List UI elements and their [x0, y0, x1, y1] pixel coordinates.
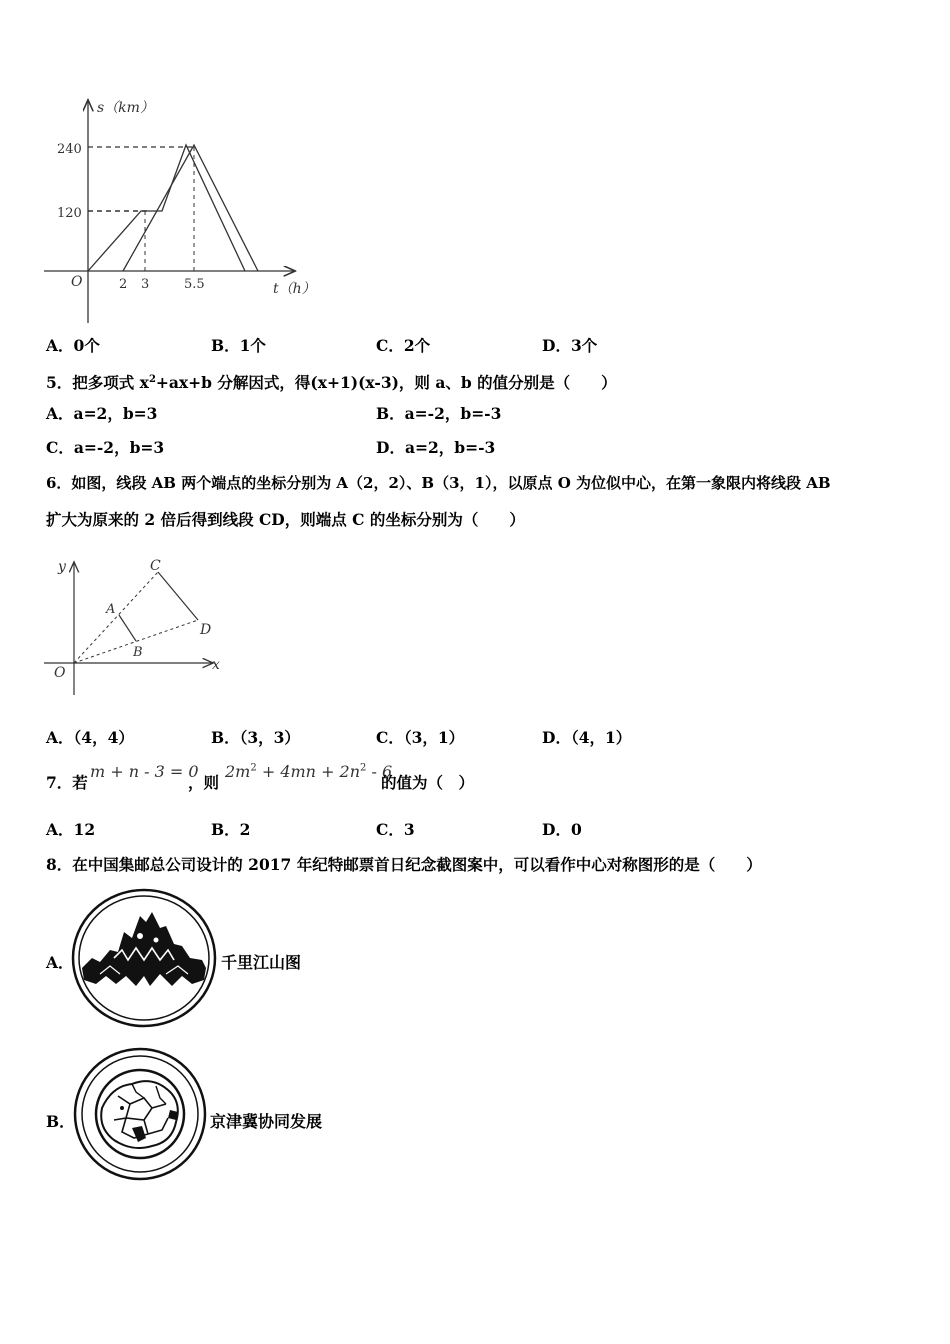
q6-stem-line2: 扩大为原来的 2 倍后得到线段 CD，则端点 C 的坐标分别为（ ）	[46, 510, 525, 529]
q7-suffix: 的值为（ ）	[381, 773, 475, 792]
q7-option-a[interactable]: A．12	[46, 820, 96, 839]
q7-condition: m + n - 3 = 0	[90, 762, 199, 781]
svg-text:y: y	[58, 559, 66, 575]
y-tick-120: 120	[57, 206, 82, 221]
q5-option-b[interactable]: B．a=-2，b=-3	[376, 404, 502, 423]
segment-cd	[158, 572, 198, 620]
x-axis-label: t（h）	[273, 281, 316, 297]
q7-option-c[interactable]: C．3	[376, 820, 415, 839]
q4-option-c[interactable]: C．2个	[376, 336, 431, 355]
x-tick-2: 2	[119, 277, 128, 292]
y-axis-label: s（km）	[97, 100, 154, 116]
q7-expression: $2m^2 + 4mn + 2n^2 - 6$	[225, 762, 393, 781]
q7-option-d[interactable]: D．0	[542, 820, 582, 839]
svg-text:C: C	[150, 558, 161, 574]
svg-text:B: B	[133, 645, 143, 660]
svg-text:O: O	[54, 665, 66, 681]
x-tick-5.5: 5.5	[184, 277, 205, 292]
svg-text:D: D	[200, 622, 212, 638]
q5-stem: 5．把多项式 $x^2+ax+b$ 分解因式，得(x+1)(x-3)，则 a、b 的值分别是（ ）	[46, 373, 617, 393]
q8-option-b-caption: 京津冀协同发展	[210, 1112, 323, 1131]
q6-option-b[interactable]: B．（3，3）	[211, 728, 300, 747]
q7-option-b[interactable]: B．2	[211, 820, 251, 839]
q5-option-a[interactable]: A．a=2，b=3	[46, 404, 158, 423]
graph-line-2	[123, 145, 258, 271]
graph-line-1	[88, 145, 245, 271]
q5-option-d[interactable]: D．a=2，b=-3	[376, 438, 496, 457]
q5-option-c[interactable]: C．a=-2，b=3	[46, 438, 165, 457]
q4-option-a[interactable]: A．0个	[46, 336, 100, 355]
distance-time-chart	[40, 95, 330, 330]
stamp-map-icon[interactable]	[72, 1046, 208, 1182]
q4-option-d[interactable]: D．3个	[542, 336, 598, 355]
svg-text:A: A	[106, 602, 116, 617]
q4-option-b[interactable]: B．1个	[211, 336, 266, 355]
q6-option-d[interactable]: D．（4，1）	[542, 728, 632, 747]
similarity-figure	[40, 555, 230, 700]
q8-option-a-caption: 千里江山图	[221, 953, 302, 972]
q8-option-b-letter[interactable]: B．	[46, 1112, 75, 1131]
stamp-mountain-icon[interactable]	[70, 888, 218, 1028]
origin-label: O	[71, 274, 83, 290]
svg-text:x: x	[212, 657, 220, 673]
q6-stem-line1: 6．如图，线段 AB 两个端点的坐标分别为 A（2，2）、B（3，1），以原点 O 为位似中心，在第一象限内将线段 AB	[46, 474, 831, 492]
q6-option-a[interactable]: A．（4，4）	[46, 728, 134, 747]
q6-option-c[interactable]: C．（3，1）	[376, 728, 465, 747]
segment-ab	[119, 615, 136, 641]
q8-option-a-letter[interactable]: A．	[46, 953, 74, 972]
x-tick-3: 3	[141, 277, 150, 292]
q7-mid: ，则	[188, 773, 220, 792]
q7-prefix: 7．若	[46, 773, 88, 792]
q8-stem: 8．在中国集邮总公司设计的 2017 年纪特邮票首日纪念截图案中，可以看作中心对称图形的是（ ）	[46, 855, 762, 874]
y-tick-240: 240	[57, 142, 82, 157]
